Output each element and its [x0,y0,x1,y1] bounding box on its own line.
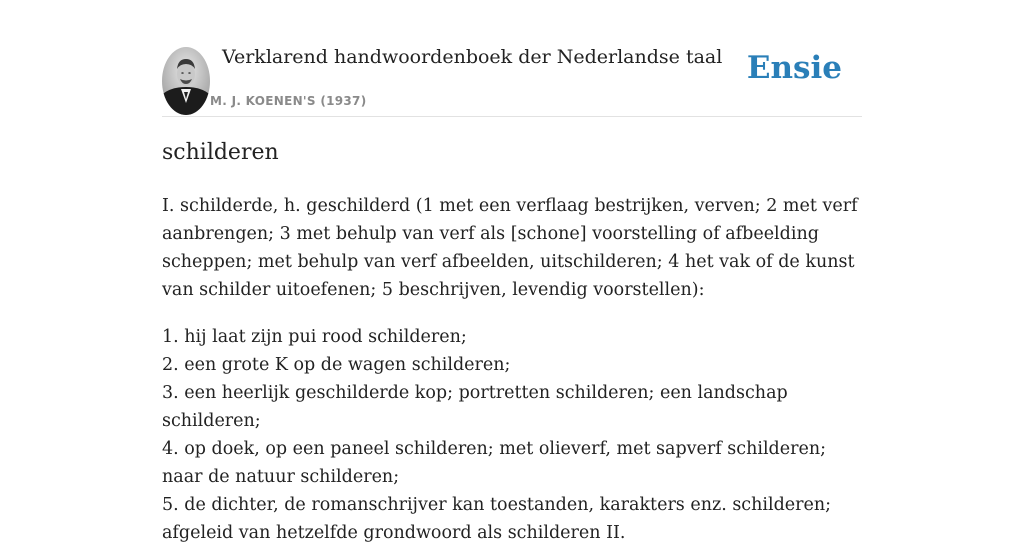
ensie-logo-link[interactable]: Ensie [746,50,842,86]
page [162,0,862,543]
examples-list [162,323,862,547]
author-portrait [162,47,210,115]
example-item: 4. op doek, op een paneel schilderen; met olieverf, met sapverf schilderen; naar de natuur schilderen; [162,439,826,487]
dictionary-title: Verklarend handwoordenboek der Nederlandse taal [222,46,723,68]
example-item: 2. een grote K op de wagen schilderen; [162,355,511,375]
dictionary-header [162,44,862,117]
example-item: 1. hij laat zijn pui rood schilderen; [162,327,467,347]
entry-headword: schilderen [162,140,279,165]
dictionary-author: M. J. KOENEN'S (1937) [210,94,367,108]
example-item: 5. de dichter, de romanschrijver kan toestanden, karakters enz. schilderen; [162,495,832,515]
example-item: 3. een heerlijk geschilderde kop; portretten schilderen; een landschap schilderen; [162,383,788,431]
entry-definition: I. schilderde, h. geschilderd (1 met een verflaag bestrijken, verven; 2 met verf aanbrengen; 3 met behulp van verf als [schone] voorstelling of afbeelding scheppen; met behulp van verf afbeelden, uitschilderen; 4 het vak of de kunst van schilder uitoefenen; 5 beschrijven, levendig voorstellen): [162,196,858,300]
etymology-note: afgeleid van hetzelfde grondwoord als schilderen II. [162,523,626,543]
